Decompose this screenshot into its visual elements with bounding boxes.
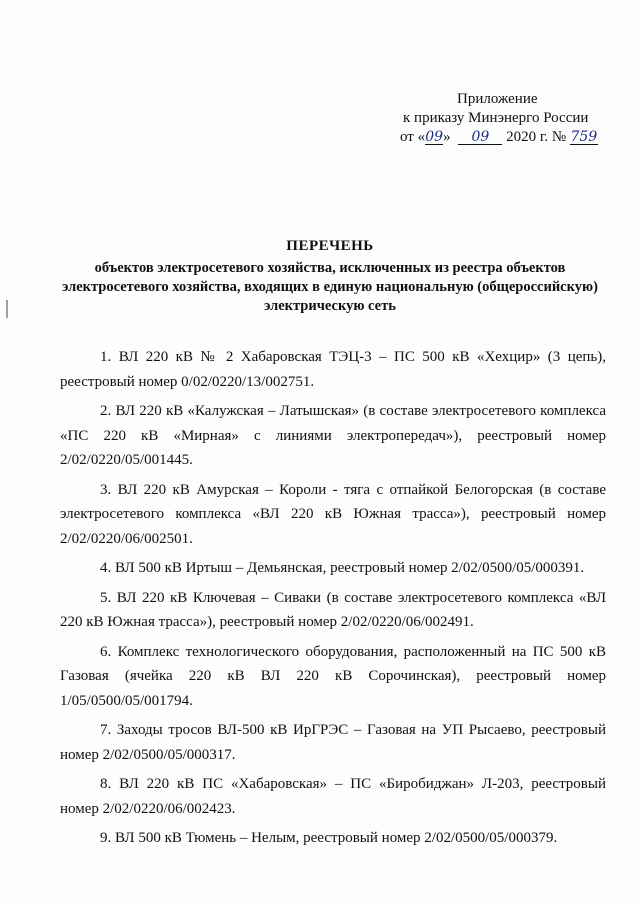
- order-date-number: [390, 128, 605, 147]
- attachment-header: [390, 90, 605, 147]
- items-list: [60, 345, 606, 856]
- handwritten-order-number: 759: [570, 129, 598, 145]
- document-title-block: [60, 236, 600, 316]
- document-title: ПЕРЕЧЕНЬ: [286, 238, 374, 254]
- date-prefix: от «: [400, 129, 426, 145]
- scan-margin-mark: [6, 300, 8, 318]
- list-item: 7. Заходы тросов ВЛ-500 кВ ИрГРЭС – Газовая на УП Рысаево, реестровый номер 2/02/0500/05/000317.: [60, 722, 606, 763]
- handwritten-day: 09: [425, 129, 444, 145]
- list-item: 6. Комплекс технологического оборудования, расположенный на ПС 500 кВ Газовая (ячейка 220 кВ ВЛ 220 кВ Сорочинская), реестровый номер 1/05/0500/05/001794.: [60, 643, 606, 709]
- order-reference: к приказу Минэнерго России: [403, 110, 589, 126]
- list-item: 5. ВЛ 220 кВ Ключевая – Сиваки (в составе электросетевого комплекса «ВЛ 220 кВ Южная трасса»), реестровый номер 2/02/0220/06/002491.: [60, 589, 606, 630]
- handwritten-month: 09: [458, 130, 502, 145]
- list-item: 3. ВЛ 220 кВ Амурская – Короли - тяга с отпайкой Белогорская (в составе электросетевого комплекса «ВЛ 220 кВ Южная трасса»), реестровый номер 2/02/0220/06/002501.: [60, 481, 606, 547]
- document-subtitle: объектов электросетевого хозяйства, исключенных из реестра объектов электросетевого хозяйства, входящих в единую национальную (общероссийскую) электрическую сеть: [62, 260, 598, 314]
- attachment-label: Приложение: [457, 91, 538, 107]
- list-item: 1. ВЛ 220 кВ № 2 Хабаровская ТЭЦ-3 – ПС 500 кВ «Хехцир» (3 цепь), реестровый номер 0/02/0220/13/002751.: [60, 349, 606, 390]
- list-item: 9. ВЛ 500 кВ Тюмень – Нелым, реестровый номер 2/02/0500/05/000379.: [100, 830, 558, 846]
- year-and-number-label: 2020 г. №: [502, 129, 570, 145]
- date-separator: »: [443, 129, 455, 145]
- list-item: 8. ВЛ 220 кВ ПС «Хабаровская» – ПС «Биробиджан» Л-203, реестровый номер 2/02/0220/06/002423.: [60, 776, 606, 817]
- list-item: 4. ВЛ 500 кВ Иртыш – Демьянская, реестровый номер 2/02/0500/05/000391.: [100, 560, 585, 576]
- list-item: 2. ВЛ 220 кВ «Калужская – Латышская» (в составе электросетевого комплекса «ПС 220 кВ «Мирная» с линиями электропередач»), реестровый номер 2/02/0220/05/001445.: [60, 403, 606, 468]
